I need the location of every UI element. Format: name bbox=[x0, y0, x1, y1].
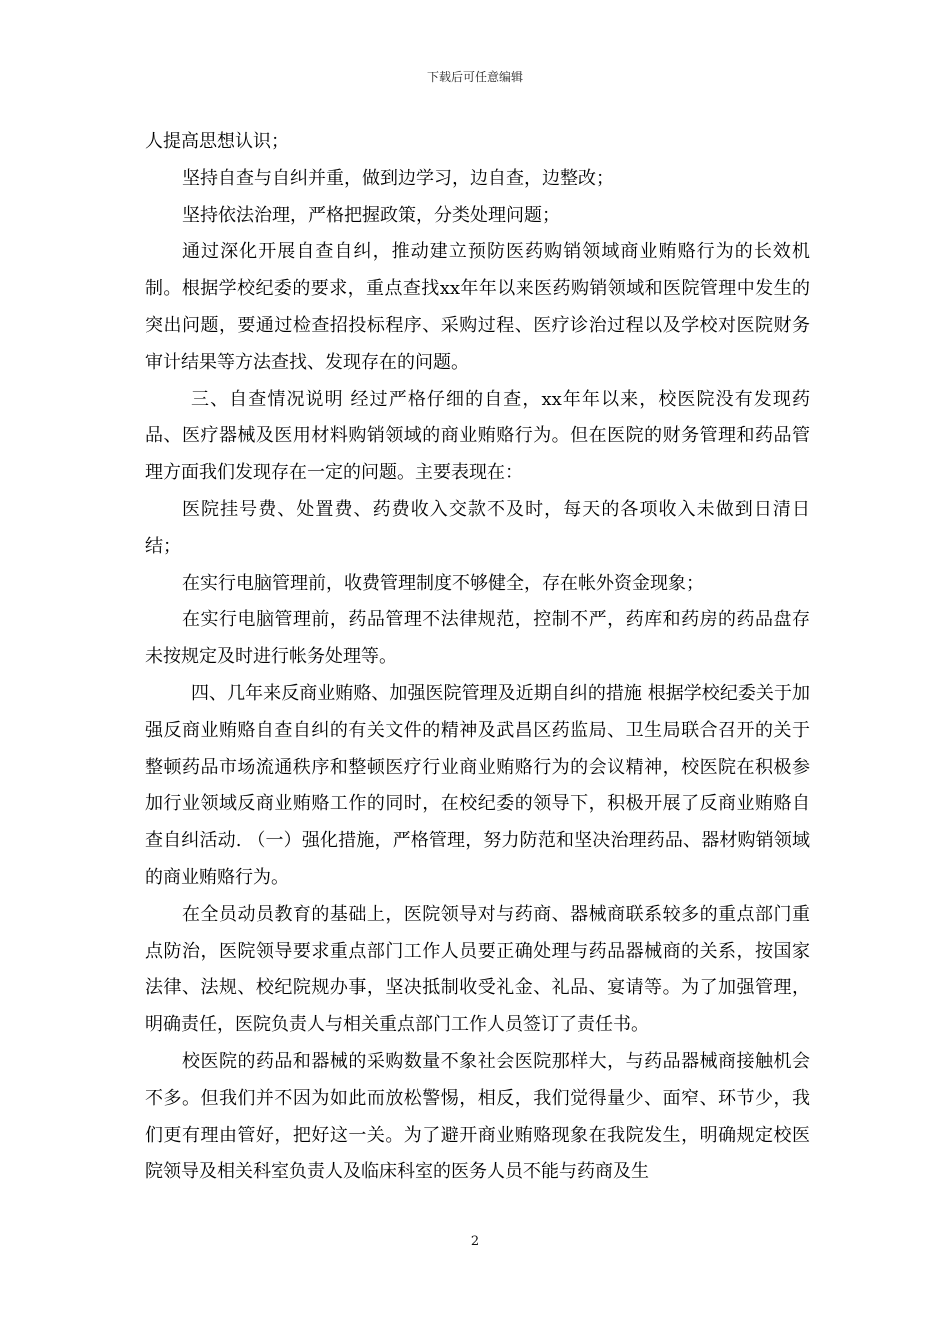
paragraph: 在实行电脑管理前，收费管理制度不够健全，存在帐外资金现象； bbox=[182, 572, 704, 594]
document-body bbox=[145, 124, 810, 1191]
paragraph: 校医院的药品和器械的采购数量不象社会医院那样大，与药品器械商接触机会不多。但我们并不因为如此而放松警惕，相反，我们觉得量少、面窄、环节少，我们更有理由管好，把好这一关。为了避开商业贿赂现象在我院发生，明确规定校医院领导及相关科室负责人及临床科室的医务人员不能与药商及生 bbox=[145, 1050, 810, 1183]
paragraph: 通过深化开展自查自纠，推动建立预防医药购销领域商业贿赂行为的长效机制。根据学校纪委的要求，重点查找xx年年以来医药购销领域和医院管理中发生的突出问题，要通过检查招投标程序、采购过程、医疗诊治过程以及学校对医院财务审计结果等方法查找、发现存在的问题。 bbox=[145, 241, 810, 373]
page-header: 下载后可任意编辑 bbox=[426, 70, 523, 84]
section-heading-paragraph: 四、几年来反商业贿赂、加强医院管理及近期自纠的措施 根据学校纪委关于加强反商业贿赂自查自纠的有关文件的精神及武昌区药监局、卫生局联合召开的关于整顿药品市场流通秩序和整顿医疗行业商业贿赂行为的会议精神，校医院在积极参加行业领域反商业贿赂工作的同时，在校纪委的领导下，积极开展了反商业贿赂自查自纠活动. （一）强化措施，严格管理，努力防范和坚决治理药品、器材购销领域的商业贿赂行为。 bbox=[145, 682, 810, 888]
paragraph: 坚持自查与自纠并重，做到边学习，边自查，边整改； bbox=[182, 167, 614, 189]
paragraph: 医院挂号费、处置费、药费收入交款不及时，每天的各项收入未做到日清日结； bbox=[145, 498, 810, 557]
paragraph: 坚持依法治理，严格把握政策，分类处理问题； bbox=[182, 204, 560, 226]
paragraph: 在实行电脑管理前，药品管理不法律规范，控制不严，药库和药房的药品盘存未按规定及时进行帐务处理等。 bbox=[145, 609, 810, 668]
paragraph: 人提高思想认识； bbox=[145, 131, 289, 152]
page-number: 2 bbox=[470, 1234, 480, 1249]
paragraph: 在全员动员教育的基础上，医院领导对与药商、器械商联系较多的重点部门重点防治，医院领导要求重点部门工作人员要正确处理与药品器械商的关系，按国家法律、法规、校纪院规办事，坚决抵制收受礼金、礼品、宴请等。为了加强管理，明确责任，医院负责人与相关重点部门工作人员签订了责任书。 bbox=[145, 903, 810, 1036]
section-heading-paragraph: 三、自查情况说明 经过严格仔细的自查，xx年年以来，校医院没有发现药品、医疗器械及医用材料购销领域的商业贿赂行为。但在医院的财务管理和药品管理方面我们发现存在一定的问题。主要表现在： bbox=[145, 388, 810, 484]
